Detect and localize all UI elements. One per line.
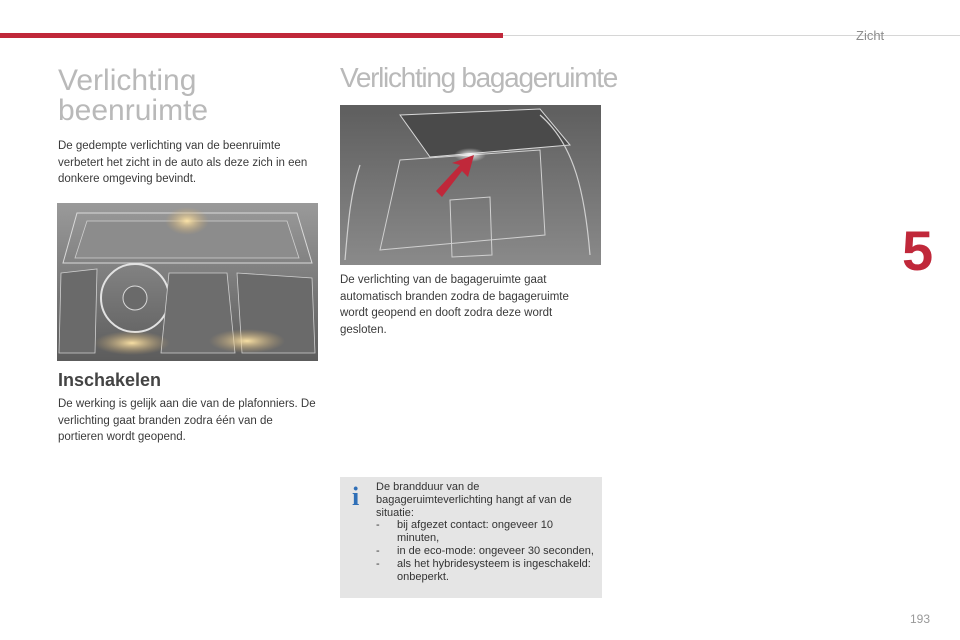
- footwell-lighting-illustration: [57, 203, 318, 361]
- list-item: [376, 545, 598, 558]
- title-line: beenruimte: [58, 94, 209, 127]
- list-item: [376, 558, 598, 584]
- list-item-text: als het hybridesysteem is ingeschakeld: onbeperkt.: [397, 557, 591, 583]
- info-text: [376, 481, 598, 583]
- list-item-text: in de eco-mode: ongeveer 30 seconden,: [397, 544, 594, 557]
- title-line: Verlichting: [58, 64, 197, 97]
- footwell-intro-text: De gedempte verlichting van de beenruimte verbetert het zicht in de auto als deze zich in een donkere omgeving bevindt.: [58, 140, 308, 185]
- header-accent-bar: [0, 33, 503, 38]
- chapter-number: 5: [902, 219, 934, 282]
- list-dash: -: [376, 519, 380, 532]
- list-dash: -: [376, 557, 380, 570]
- footwell-lighting-title: [58, 66, 318, 126]
- duration-list: [376, 519, 598, 583]
- list-item-text: bij afgezet contact: ongeveer 10 minuten,: [397, 519, 553, 545]
- section-title: Zicht: [856, 28, 885, 43]
- header-rule: [503, 35, 960, 36]
- boot-lighting-text: De verlichting van de bagageruimte gaat automatisch branden zodra de bagageruimte wordt geopend en dooft zodra deze wordt gesloten.: [340, 274, 569, 336]
- info-intro: De brandduur van de bagageruimteverlichting hangt af van de situatie:: [376, 481, 572, 519]
- boot-lighting-title: Verlichting bagageruimte: [340, 62, 617, 93]
- activation-text: De werking is gelijk aan die van de plafonniers. De verlichting gaat branden zodra één van de portieren wordt geopend.: [58, 398, 316, 443]
- boot-lighting-illustration: [340, 105, 601, 265]
- list-item: [376, 519, 598, 545]
- info-box: [340, 477, 602, 598]
- page-number: 193: [910, 612, 931, 626]
- info-icon: i: [352, 482, 360, 511]
- activation-heading: Inschakelen: [58, 370, 162, 390]
- list-dash: -: [376, 544, 380, 557]
